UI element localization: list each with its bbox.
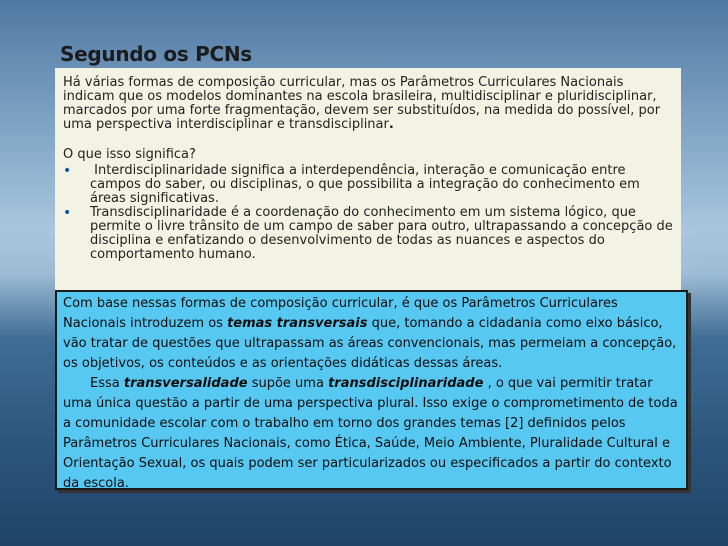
callout-text: , o que vai permitir tratar uma única questão a partir de uma perspectiva plural. Isso exige o comprometimento de toda a comunidade escolar com o trabalho em torno dos grandes temas [2] definidos pelos Parâmetros Curriculares Nacionais, como Ética, Saúde, Meio Ambiente, Pluralidade Cultural e Orientação Sexual, os quais podem ser particularizados ou especificados a partir do contexto da escola. [63,376,678,491]
bullet-text: Interdisciplinaridade significa a interdependência, interação e comunicação entre campos do saber, ou disciplinas, o que possibilita a integração do conhecimento em áreas significativas. [90,163,640,206]
callout-text: Com base nessas formas de composição curricular, é que os Parâmetros Curriculares Nacionais introduzem os [63,296,618,331]
emphasis-temas-transversais: temas transversais [227,316,368,331]
emphasis-transdisciplinaridade: transdisciplinaridade [328,376,484,391]
slide-title: Segundo os PCNs [60,42,252,66]
intro-period: . [388,117,394,132]
bullet-icon: • [63,163,72,179]
callout-paragraph [63,374,680,494]
bullet-icon: • [63,205,72,221]
transversal-themes-callout [55,290,688,490]
intro-text: Há várias formas de composição curricular, mas os Parâmetros Curriculares Nacionais indicam que os modelos dominantes na escola brasileira, multidisciplinar e pluridisciplinar, marcados por uma forte fragmentação, devem ser substituídos, na medida do possível, por uma perspectiva interdisciplinar e transdisciplinar [63,75,661,132]
callout-text: que, tomando a cidadania como eixo básico, vão tratar de questões que ultrapassam as áreas convencionais, mas permeiam a concepção, os objetivos, os conteúdos e as orientações didáticas dessas áreas. [63,316,677,371]
list-item [63,164,673,206]
list-item [63,206,673,262]
callout-text: Essa [90,376,124,391]
emphasis-transversalidade: transversalidade [123,376,248,391]
intro-paragraph [63,76,673,132]
callout-text: supõe uma [247,376,329,391]
question-text: O que isso significa? [63,147,196,162]
callout-paragraph [63,294,680,374]
intro-panel [55,68,681,290]
definition-list [63,164,673,262]
bullet-text: Transdisciplinaridade é a coordenação do conhecimento em um sistema lógico, que permite o livre trânsito de um campo de saber para outro, ultrapassando a concepção de disciplina e enfatizando o desenvolvimento de todas as nuances e aspectos do comportamento humano. [90,205,673,262]
